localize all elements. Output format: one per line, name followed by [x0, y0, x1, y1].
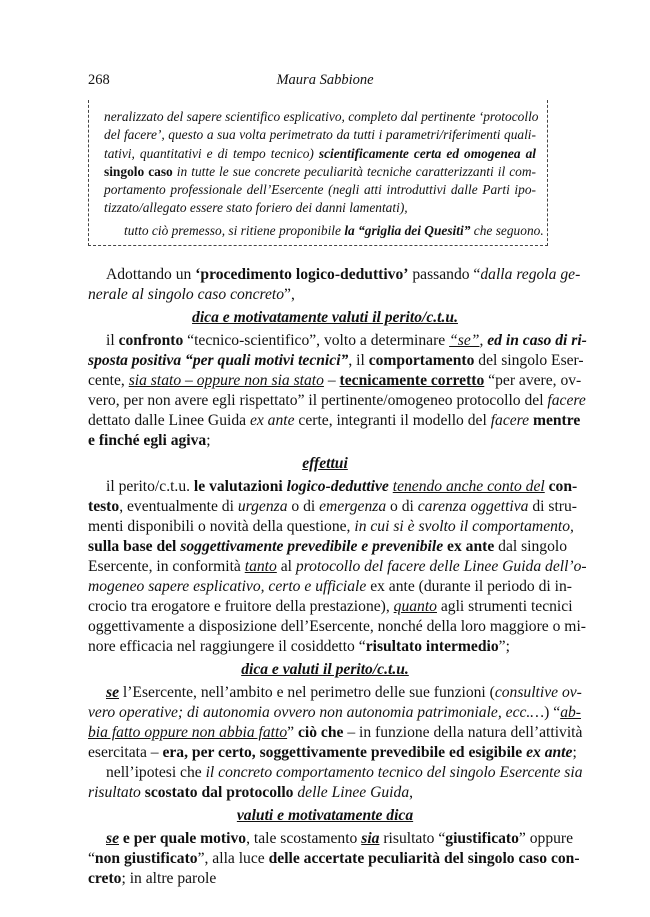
- paragraph-line: Esercente, in conformità tanto al protocollo del facere delle Linee Guida dell’o-: [88, 558, 587, 575]
- box-line: tativi, quantitativi e di tempo tecnico) scientificamente certa ed omogenea al: [104, 146, 536, 161]
- box-line: del facere’, questo a sua volta perimetrato da tutti i parametri/riferimenti quali-: [104, 127, 536, 142]
- paragraph-line: e finché egli agiva;: [88, 432, 211, 449]
- paragraph-line: testo, eventualmente di urgenza o di emergenza o di carenza oggettiva di stru-: [88, 498, 577, 515]
- paragraph-line: sulla base del soggettivamente prevedibile e prevenibile ex ante dal singolo: [88, 538, 568, 555]
- paragraph-line: risultato scostato dal protocollo delle Linee Guida,: [88, 784, 414, 801]
- paragraph-line: mogeneo sapere esplicativo, certo e ufficiale ex ante (durante il periodo di in-: [88, 578, 572, 595]
- paragraph-line: crocio tra erogatore e fruitore della prestazione), quanto agli strumenti tecnici: [88, 598, 573, 615]
- paragraph-line: il confronto “tecnico-scientifico”, volto a determinare “se”, ed in caso di ri-: [106, 332, 587, 349]
- paragraph-line: cente, sia stato – oppure non sia stato – tecnicamente corretto “per avere, ov-: [88, 372, 582, 389]
- paragraph-line: dettato dalle Linee Guida ex ante certe, integranti il modello del facere mentre: [88, 412, 581, 429]
- box-line: tizzato/allegato essere stato foriero dei danni lamentati),: [104, 200, 408, 215]
- paragraph-line: nell’ipotesi che il concreto comportamento tecnico del singolo Esercente sia: [106, 764, 583, 781]
- paragraph-line: se e per quale motivo, tale scostamento sia risultato “giustificato” oppure: [106, 830, 574, 847]
- paragraph-line: “non giustificato”, alla luce delle accertate peculiarità del singolo caso con-: [88, 850, 580, 867]
- paragraph-line: vero, per non avere egli rispettato” il pertinente/omogeneo protocollo del facere: [88, 392, 586, 409]
- paragraph-line: se l’Esercente, nell’ambito e nel perimetro delle sue funzioni (consultive ov-: [106, 684, 582, 701]
- paragraph-line: nore efficacia nel raggiungere il cosiddetto “risultato intermedio”;: [88, 638, 510, 655]
- paragraph-line: bia fatto oppure non abbia fatto” ciò che – in funzione della natura dell’attività: [88, 724, 583, 741]
- section-heading: valuti e motivatamente dica: [236, 807, 414, 824]
- box-line: neralizzato del sapere scientifico esplicativo, completo dal pertinente ‘protocollo: [104, 109, 539, 124]
- section-heading: dica e valuti il perito/c.t.u.: [241, 661, 409, 678]
- paragraph-line: Adottando un ‘procedimento logico-deduttivo’ passando “dalla regola ge-: [106, 266, 581, 283]
- paragraph-line: il perito/c.t.u. le valutazioni logico-deduttive tenendo anche conto del con-: [106, 478, 578, 495]
- box-line: singolo caso in tutte le sue concrete peculiarità tecniche caratterizzanti il com-: [104, 164, 537, 179]
- running-author: Maura Sabbione: [276, 72, 374, 88]
- box-line: portamento professionale dell’Esercente (negli atti introduttivi dalle Parti ipo-: [104, 182, 536, 197]
- box-line: tutto ciò premesso, si ritiene proponibile la “griglia dei Quesiti” che seguono.: [124, 223, 544, 238]
- paragraph-line: nerale al singolo caso concreto”,: [88, 286, 295, 303]
- paragraph-line: menti disponibili o novità della questione, in cui si è svolto il comportamento,: [88, 518, 574, 535]
- paragraph-line: esercitata – era, per certo, soggettivamente prevedibile ed esigibile ex ante;: [88, 744, 577, 761]
- paragraph-line: vero operative; di autonomia ovvero non autonomia patrimoniale, ecc.…) “ab-: [88, 704, 581, 721]
- section-heading: dica e motivatamente valuti il perito/c.t.u.: [192, 309, 458, 326]
- page-number: 268: [88, 72, 110, 88]
- paragraph-line: creto; in altre parole: [88, 870, 217, 887]
- paragraph-line: oggettivamente a disposizione dell’Esercente, nonché della loro maggiore o mi-: [88, 618, 586, 635]
- section-heading: effettui: [302, 455, 348, 472]
- running-header: [88, 72, 562, 92]
- paragraph-line: sposta positiva “per quali motivi tecnici”, il comportamento del singolo Eser-: [88, 352, 584, 369]
